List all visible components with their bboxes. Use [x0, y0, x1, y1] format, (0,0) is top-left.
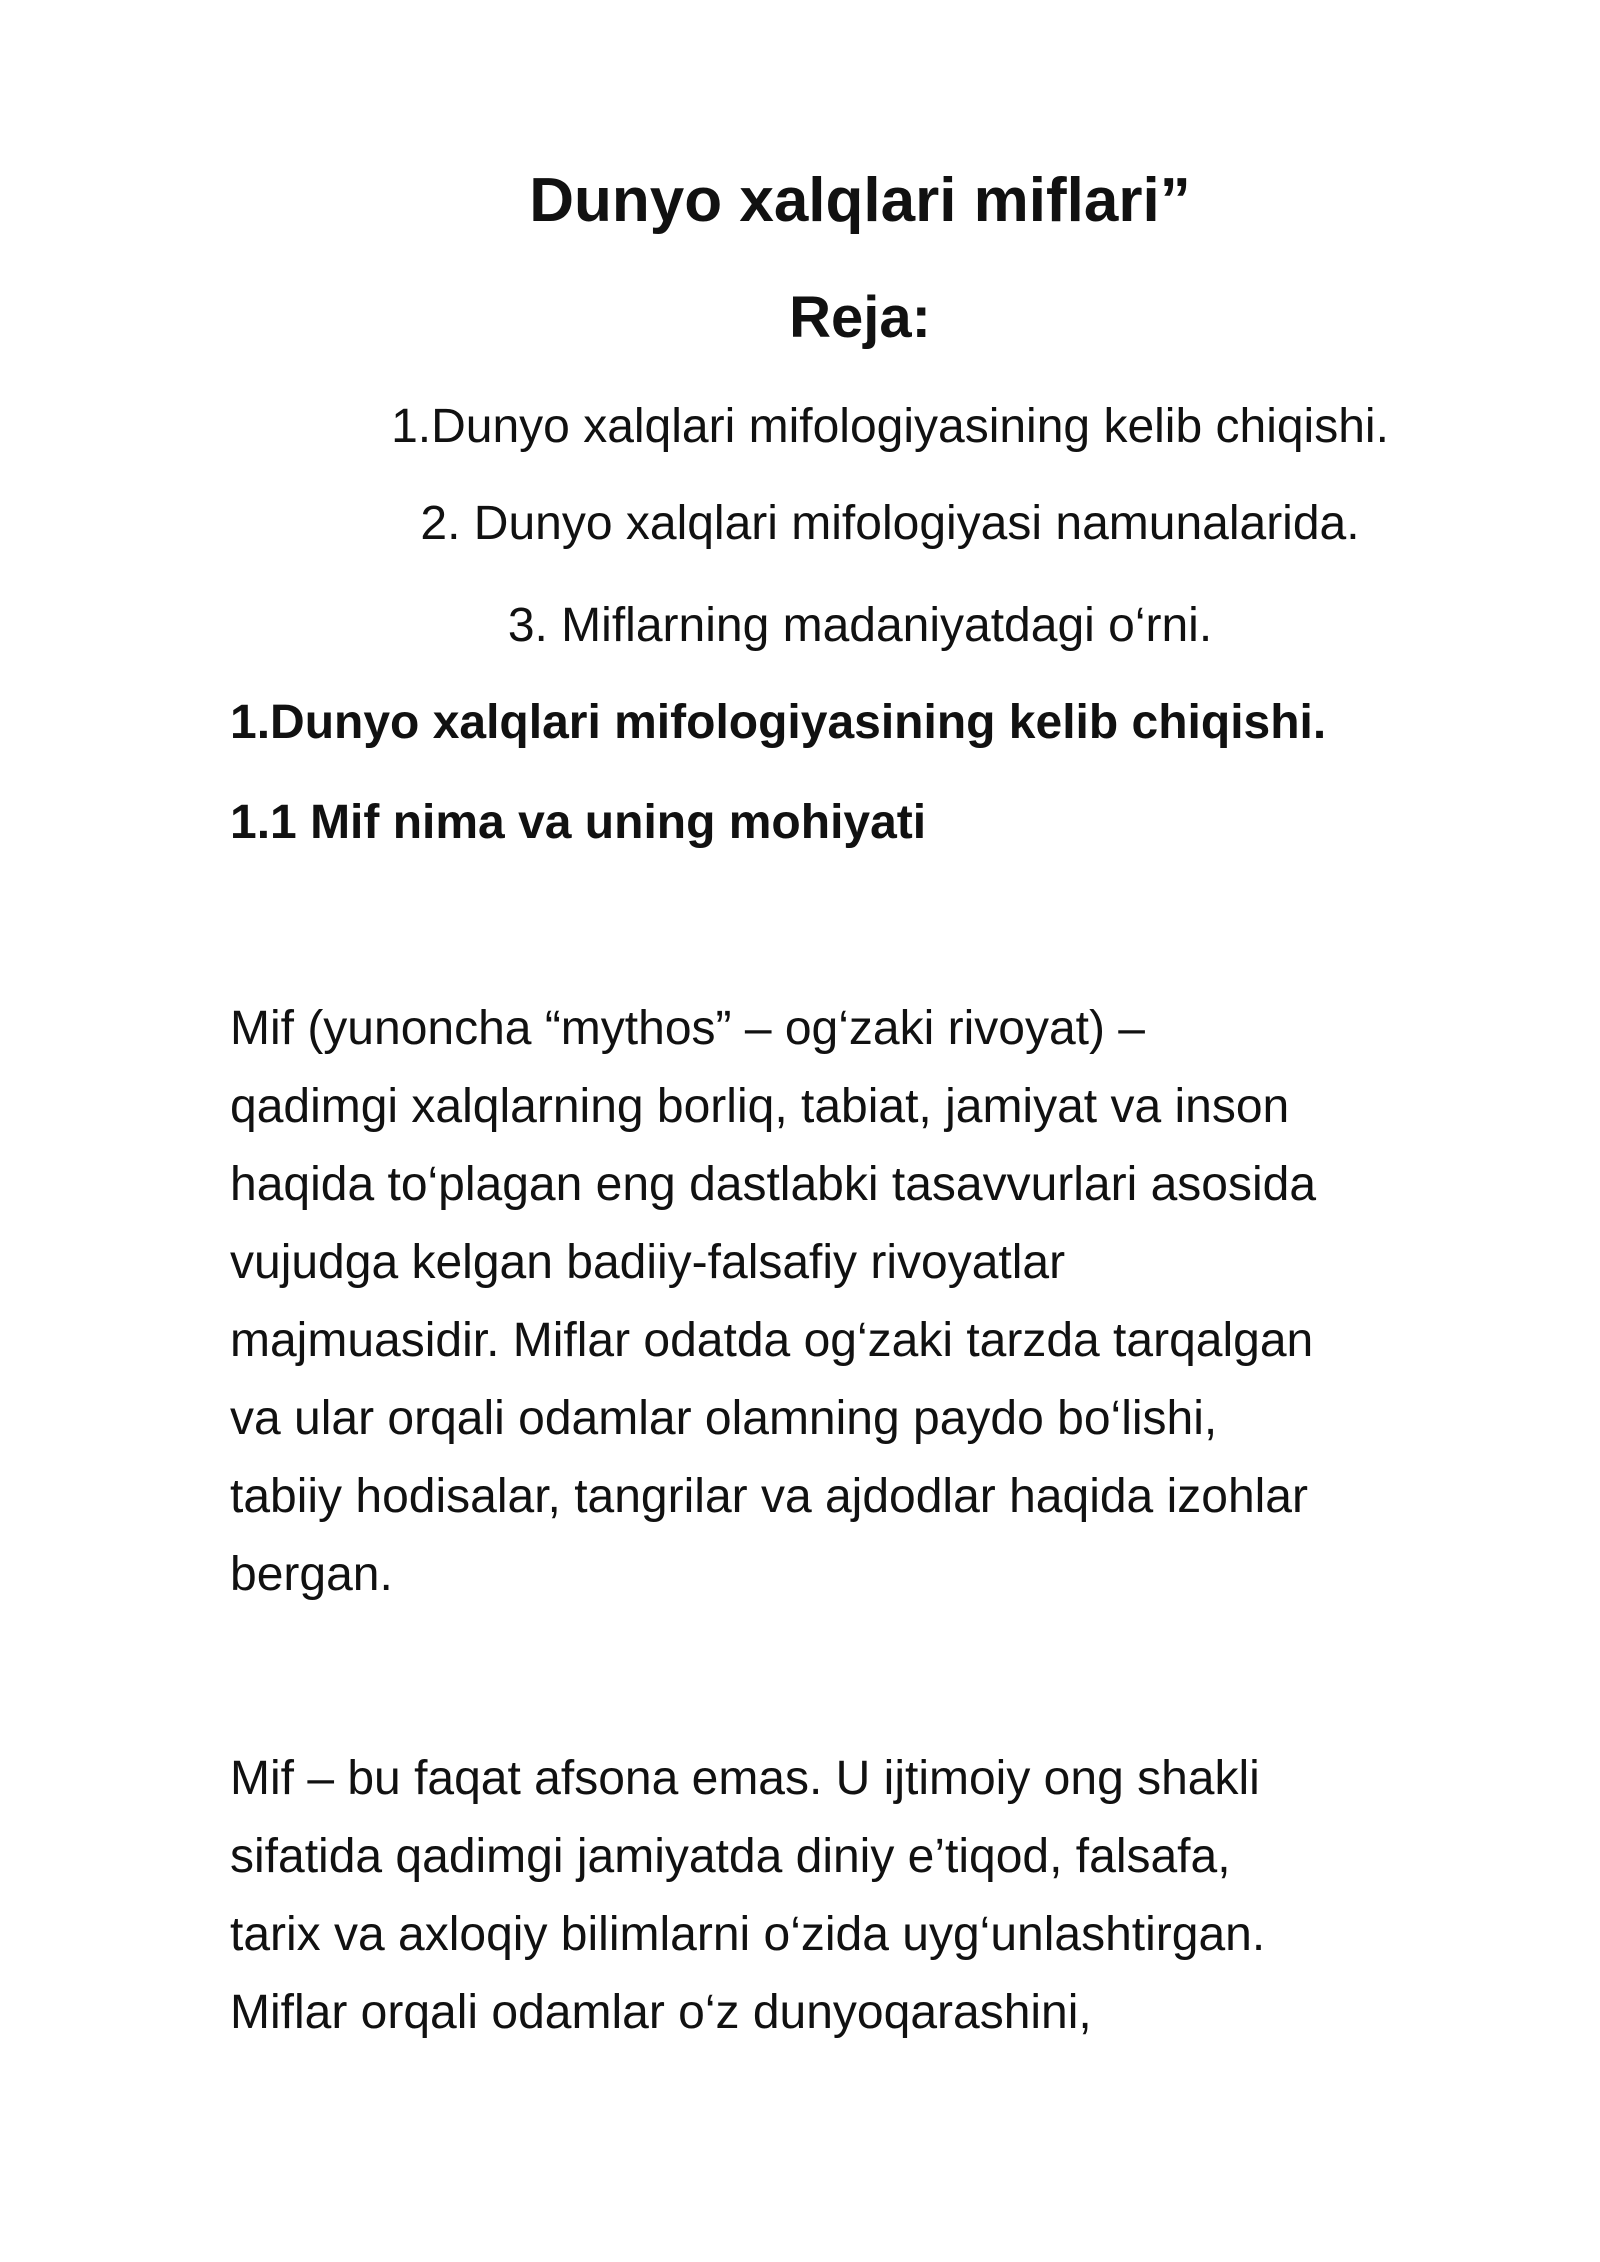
- plan-heading: Reja:: [789, 285, 931, 350]
- paragraph-line: tarix va axloqiy bilimlarni o‘zida uyg‘unlashtirgan.: [230, 1908, 1266, 1961]
- plan-item-1: 1.Dunyo xalqlari mifologiyasining kelib chiqishi.: [391, 400, 1389, 453]
- paragraph-line: Mif (yunoncha “mythos” – og‘zaki rivoyat) –: [230, 1002, 1145, 1055]
- paragraph-line: va ular orqali odamlar olamning paydo bo‘lishi,: [230, 1392, 1218, 1445]
- paragraph-1: [230, 990, 1510, 1614]
- paragraph-line: Mif – bu faqat afsona emas. U ijtimoiy ong shakli: [230, 1752, 1260, 1805]
- section-heading: 1.Dunyo xalqlari mifologiyasining kelib chiqishi.: [230, 696, 1327, 749]
- paragraph-line: haqida to‘plagan eng dastlabki tasavvurlari asosida: [230, 1158, 1317, 1211]
- paragraph-line: qadimgi xalqlarning borliq, tabiat, jamiyat va inson: [230, 1080, 1290, 1133]
- paragraph-line: majmuasidir. Miflar odatda og‘zaki tarzda tarqalgan: [230, 1314, 1314, 1367]
- plan-item-2: 2. Dunyo xalqlari mifologiyasi namunalarida.: [420, 497, 1360, 550]
- paragraph-line: Miflar orqali odamlar o‘z dunyoqarashini,: [230, 1986, 1092, 2039]
- paragraph-line: sifatida qadimgi jamiyatda diniy e’tiqod, falsafa,: [230, 1830, 1231, 1883]
- subsection-heading: 1.1 Mif nima va uning mohiyati: [230, 796, 927, 849]
- paragraph-line: tabiiy hodisalar, tangrilar va ajdodlar haqida izohlar: [230, 1470, 1308, 1523]
- paragraph-2: [230, 1740, 1510, 2052]
- paragraph-line: bergan.: [230, 1548, 393, 1601]
- page-title: Dunyo xalqlari miflari”: [529, 166, 1191, 235]
- paragraph-line: vujudga kelgan badiiy-falsafiy rivoyatlar: [230, 1236, 1066, 1289]
- plan-item-3: 3. Miflarning madaniyatdagi o‘rni.: [507, 599, 1213, 652]
